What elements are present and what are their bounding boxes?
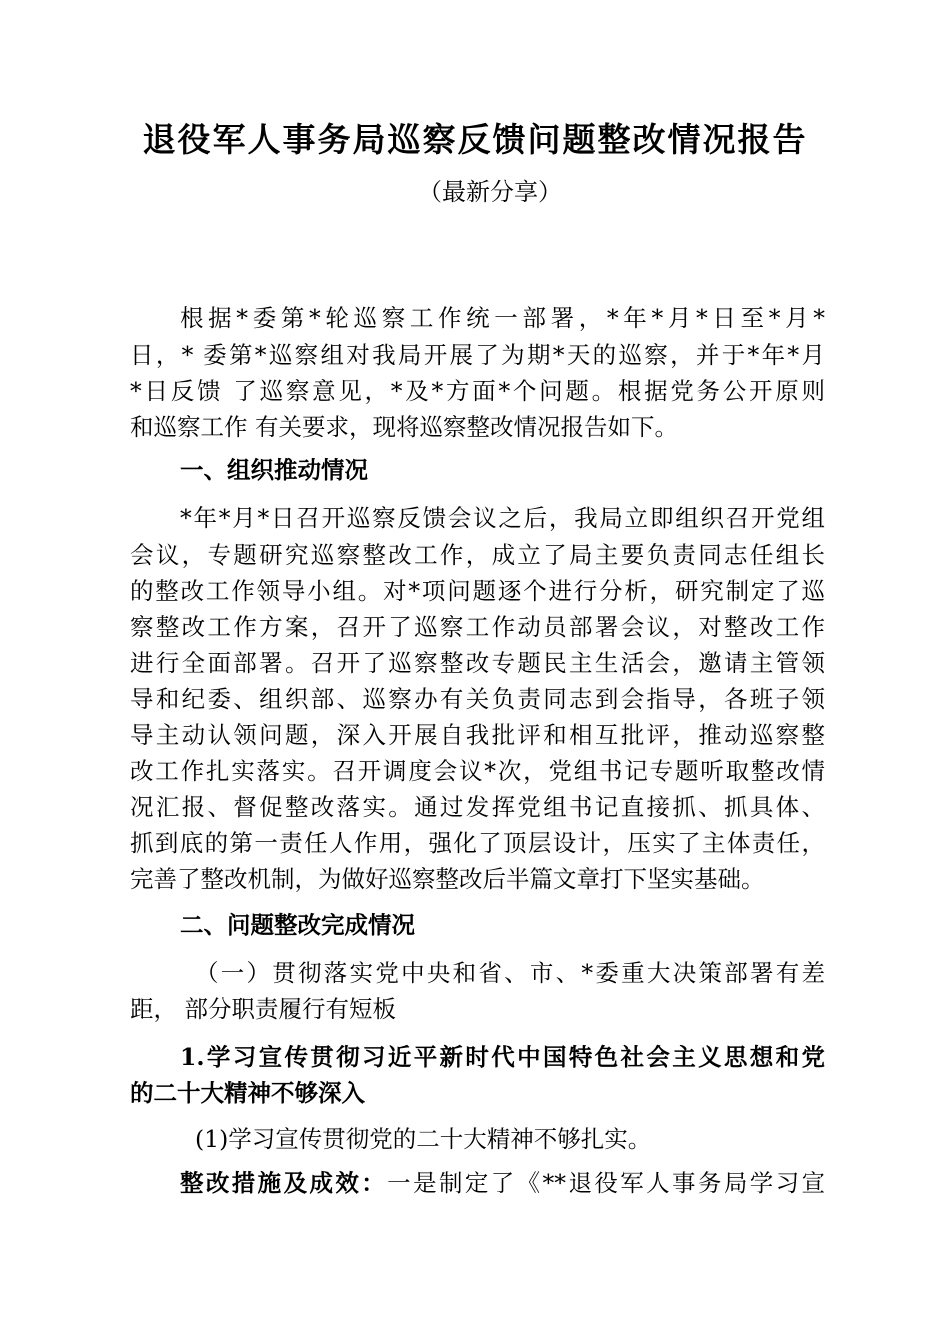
body-line: 完善了整改机制，为做好巡察整改后半篇文章打下坚实基础。 [130,865,765,893]
item-heading-line: 的二十大精神不够深入 [130,1079,365,1107]
body-line: 会议，专题研究巡察整改工作，成立了局主要负责同志任组长 [130,541,825,569]
subsection-line: （一）贯彻落实党中央和省、市、*委重大决策部署有差 [195,959,825,987]
body-line: 抓到底的第一责任人作用，强化了顶层设计，压实了主体责任， [130,829,825,857]
section-heading: 一、组织推动情况 [180,456,368,484]
document-subtitle: （最新分享） [418,178,562,206]
measures-line [180,1166,825,1200]
item-sub-line: (1)学习宣传贯彻党的二十大精神不够扎实。 [195,1125,652,1153]
intro-line: *日反馈 了巡察意见，*及*方面*个问题。根据党务公开原则 [130,377,825,405]
body-line: 进行全面部署。召开了巡察整改专题民主生活会，邀请主管领 [130,649,825,677]
body-line: 导主动认领问题，深入开展自我批评和相互批评，推动巡察整 [130,721,825,749]
measures-label: 整改措施及成效： [180,1169,388,1197]
body-line: 的整改工作领导小组。对*项问题逐个进行分析，研究制定了巡 [130,577,825,605]
section-heading: 二、问题整改完成情况 [180,911,415,939]
intro-line: 根据*委第*轮巡察工作统一部署，*年*月*日至*月* [180,304,825,332]
item-heading-line: 1.学习宣传贯彻习近平新时代中国特色社会主义思想和党 [180,1043,825,1071]
measures-text: 一是制定了《**退役军人事务局学习宣 [387,1169,826,1197]
body-line: 导和纪委、组织部、巡察办有关负责同志到会指导，各班子领 [130,685,825,713]
intro-line: 日，* 委第*巡察组对我局开展了为期*天的巡察，并于*年*月 [130,341,825,369]
subsection-line: 距， 部分职责履行有短板 [130,995,396,1023]
document-title: 退役军人事务局巡察反馈问题整改情况报告 [142,120,808,159]
intro-line: 和巡察工作 有关要求，现将巡察整改情况报告如下。 [130,413,678,441]
body-line: 改工作扎实落实。召开调度会议*次，党组书记专题听取整改情 [130,757,825,785]
body-line: 察整改工作方案，召开了巡察工作动员部署会议，对整改工作 [130,613,825,641]
body-line: 况汇报、督促整改落实。通过发挥党组书记直接抓、抓具体、 [130,793,825,821]
body-line: *年*月*日召开巡察反馈会议之后，我局立即组织召开党组 [180,504,825,532]
